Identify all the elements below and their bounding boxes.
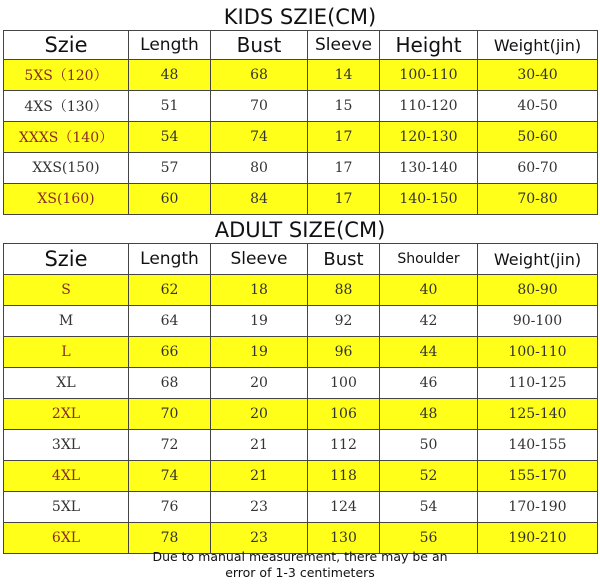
adult-shoulder-cell: 42 [380, 306, 478, 337]
kids-header-sleeve: Sleeve [308, 31, 380, 60]
kids-weight-cell: 40-50 [478, 91, 598, 122]
kids-sleeve-cell: 17 [308, 184, 380, 215]
adult-row [4, 337, 598, 368]
kids-height-cell: 100-110 [380, 60, 478, 91]
measurement-note-line1: Due to manual measurement, there may be an [152, 549, 448, 564]
adult-size-table [3, 243, 598, 554]
adult-bust-cell: 112 [308, 430, 380, 461]
adult-header-weight: Weight(jin) [478, 244, 598, 275]
kids-height-cell: 120-130 [380, 122, 478, 153]
adult-sleeve-cell: 20 [211, 399, 308, 430]
adult-sleeve-cell: 20 [211, 368, 308, 399]
kids-size-cell: XXS(150) [4, 153, 129, 184]
adult-length-cell: 64 [129, 306, 211, 337]
adult-size-title: ADULT SIZE(CM) [214, 218, 386, 242]
kids-bust-cell: 68 [211, 60, 308, 91]
adult-bust-cell: 96 [308, 337, 380, 368]
adult-row [4, 275, 598, 306]
adult-weight-cell: 100-110 [478, 337, 598, 368]
adult-shoulder-cell: 50 [380, 430, 478, 461]
adult-shoulder-cell: 52 [380, 461, 478, 492]
adult-bust-cell: 106 [308, 399, 380, 430]
adult-sleeve-cell: 23 [211, 523, 308, 554]
kids-bust-cell: 70 [211, 91, 308, 122]
adult-sleeve-cell: 18 [211, 275, 308, 306]
adult-header-shoulder: Shoulder [380, 244, 478, 275]
adult-row [4, 492, 598, 523]
kids-height-cell: 140-150 [380, 184, 478, 215]
adult-weight-cell: 110-125 [478, 368, 598, 399]
adult-size-cell: 2XL [4, 399, 129, 430]
adult-bust-cell: 118 [308, 461, 380, 492]
kids-header-size: Szie [4, 31, 129, 60]
adult-bust-cell: 130 [308, 523, 380, 554]
measurement-note-line2: error of 1-3 centimeters [225, 565, 375, 580]
kids-weight-cell: 60-70 [478, 153, 598, 184]
adult-shoulder-cell: 56 [380, 523, 478, 554]
kids-bust-cell: 84 [211, 184, 308, 215]
adult-sleeve-cell: 23 [211, 492, 308, 523]
adult-length-cell: 66 [129, 337, 211, 368]
kids-length-cell: 48 [129, 60, 211, 91]
kids-length-cell: 51 [129, 91, 211, 122]
adult-weight-cell: 155-170 [478, 461, 598, 492]
adult-shoulder-cell: 54 [380, 492, 478, 523]
adult-size-cell: S [4, 275, 129, 306]
adult-sleeve-cell: 21 [211, 461, 308, 492]
adult-bust-cell: 100 [308, 368, 380, 399]
adult-header-length: Length [129, 244, 211, 275]
kids-height-cell: 110-120 [380, 91, 478, 122]
kids-height-cell: 130-140 [380, 153, 478, 184]
kids-size-cell: 4XS（130） [4, 91, 129, 122]
kids-length-cell: 54 [129, 122, 211, 153]
kids-size-cell: XS(160) [4, 184, 129, 215]
adult-bust-cell: 92 [308, 306, 380, 337]
kids-header-length: Length [129, 31, 211, 60]
adult-length-cell: 70 [129, 399, 211, 430]
adult-size-cell: XL [4, 368, 129, 399]
adult-sleeve-cell: 19 [211, 306, 308, 337]
adult-shoulder-cell: 48 [380, 399, 478, 430]
adult-length-cell: 78 [129, 523, 211, 554]
adult-length-cell: 72 [129, 430, 211, 461]
adult-shoulder-cell: 46 [380, 368, 478, 399]
adult-length-cell: 74 [129, 461, 211, 492]
adult-sleeve-cell: 21 [211, 430, 308, 461]
kids-header-height: Height [380, 31, 478, 60]
kids-weight-cell: 50-60 [478, 122, 598, 153]
kids-sleeve-cell: 17 [308, 153, 380, 184]
adult-size-cell: 6XL [4, 523, 129, 554]
adult-header-row [4, 244, 598, 275]
adult-row [4, 461, 598, 492]
kids-sleeve-cell: 17 [308, 122, 380, 153]
kids-header-weight: Weight(jin) [478, 31, 598, 60]
adult-size-cell: 4XL [4, 461, 129, 492]
adult-size-cell: 3XL [4, 430, 129, 461]
adult-row [4, 430, 598, 461]
kids-header-row [4, 31, 598, 60]
adult-header-sleeve: Sleeve [211, 244, 308, 275]
adult-row [4, 399, 598, 430]
adult-size-cell: L [4, 337, 129, 368]
adult-weight-cell: 125-140 [478, 399, 598, 430]
adult-size-cell: M [4, 306, 129, 337]
adult-length-cell: 76 [129, 492, 211, 523]
kids-length-cell: 57 [129, 153, 211, 184]
kids-size-title: KIDS SZIE(CM) [223, 5, 377, 29]
kids-size-cell: 5XS（120） [4, 60, 129, 91]
kids-row [4, 91, 598, 122]
adult-header-size: Szie [4, 244, 129, 275]
adult-weight-cell: 140-155 [478, 430, 598, 461]
adult-size-cell: 5XL [4, 492, 129, 523]
adult-bust-cell: 88 [308, 275, 380, 306]
adult-weight-cell: 90-100 [478, 306, 598, 337]
adult-weight-cell: 80-90 [478, 275, 598, 306]
kids-size-cell: XXXS（140） [4, 122, 129, 153]
adult-shoulder-cell: 44 [380, 337, 478, 368]
adult-length-cell: 62 [129, 275, 211, 306]
kids-bust-cell: 74 [211, 122, 308, 153]
adult-weight-cell: 190-210 [478, 523, 598, 554]
adult-length-cell: 68 [129, 368, 211, 399]
kids-row [4, 153, 598, 184]
adult-weight-cell: 170-190 [478, 492, 598, 523]
adult-header-bust: Bust [308, 244, 380, 275]
kids-size-table [3, 30, 598, 215]
kids-row [4, 184, 598, 215]
kids-weight-cell: 70-80 [478, 184, 598, 215]
kids-row [4, 122, 598, 153]
kids-row [4, 60, 598, 91]
adult-row [4, 306, 598, 337]
kids-sleeve-cell: 14 [308, 60, 380, 91]
adult-row [4, 368, 598, 399]
adult-shoulder-cell: 40 [380, 275, 478, 306]
kids-bust-cell: 80 [211, 153, 308, 184]
kids-length-cell: 60 [129, 184, 211, 215]
kids-sleeve-cell: 15 [308, 91, 380, 122]
kids-header-bust: Bust [211, 31, 308, 60]
kids-weight-cell: 30-40 [478, 60, 598, 91]
adult-bust-cell: 124 [308, 492, 380, 523]
adult-sleeve-cell: 19 [211, 337, 308, 368]
